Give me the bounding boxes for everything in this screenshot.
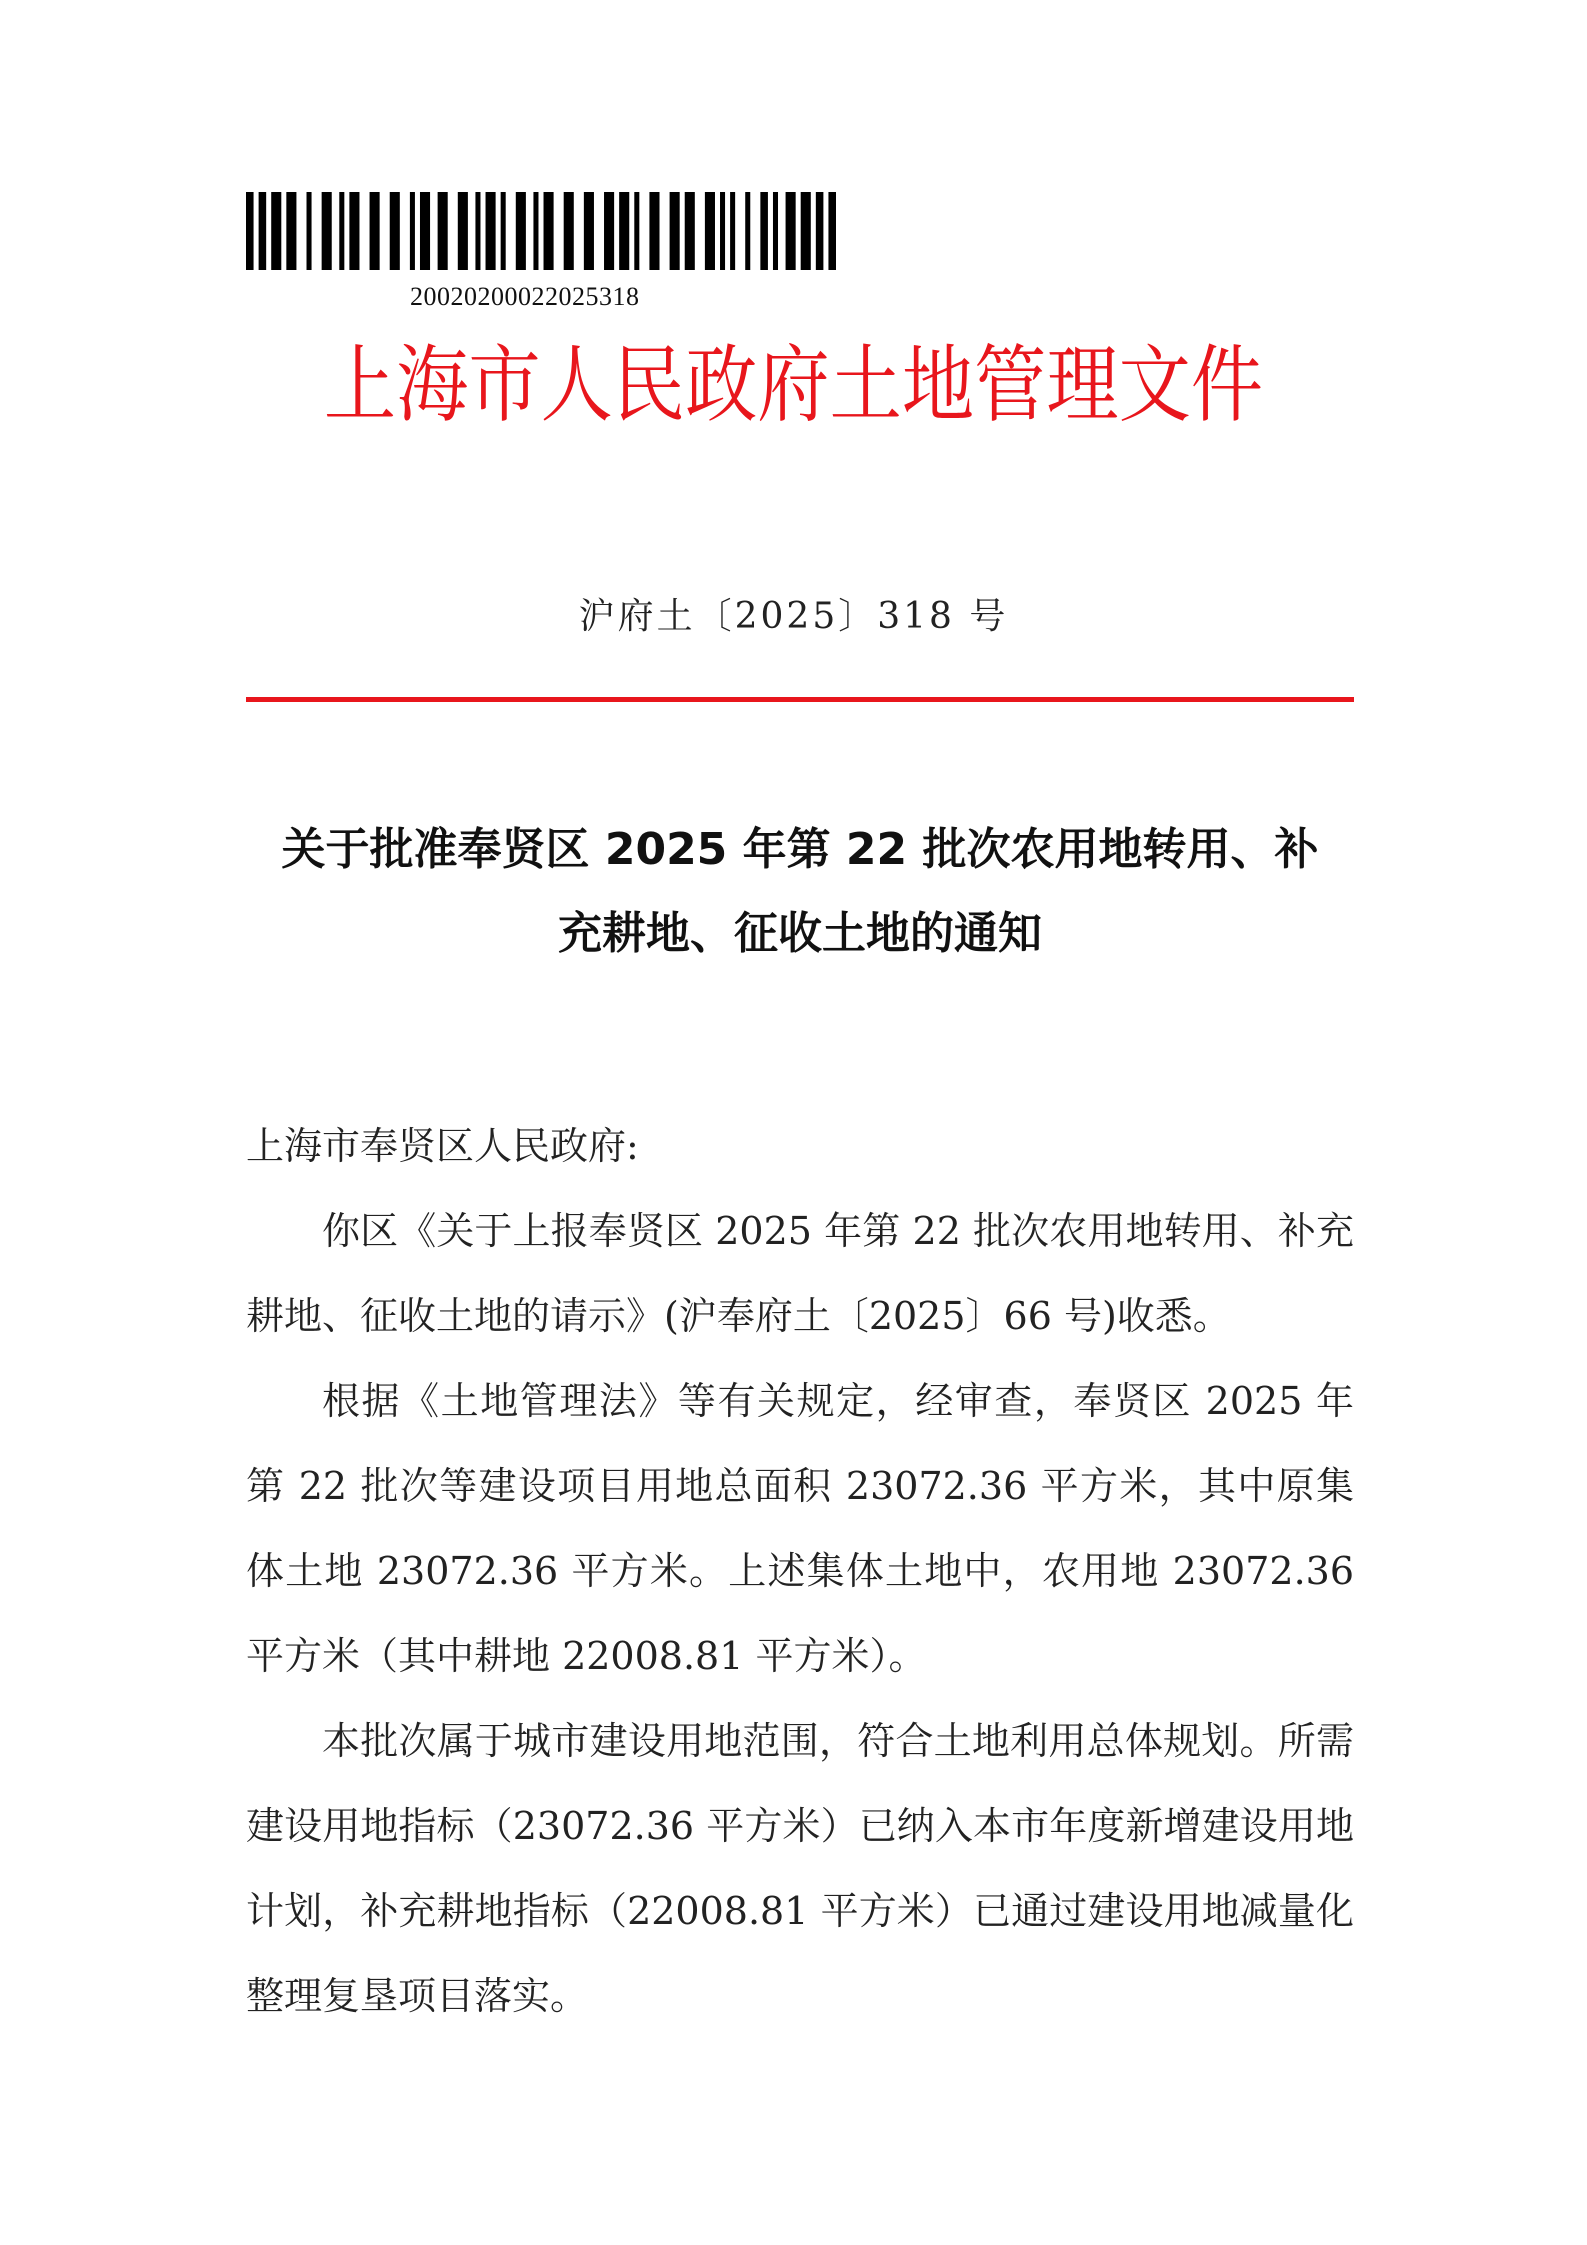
body-paragraph: 本批次属于城市建设用地范围，符合土地利用总体规划。所需建设用地指标（23072.36 平方米）已纳入本市年度新增建设用地计划，补充耕地指标（22008.81 平方米）已通过建设用地减量化整理复垦项目落实。 [246,1719,1354,2018]
title-line-1: 关于批准奉贤区 2025 年第 22 批次农用地转用、补 [281,824,1319,875]
barcode-number: 20020200022025318 [410,282,640,311]
body-paragraph: 根据《土地管理法》等有关规定，经审查，奉贤区 2025 年第 22 批次等建设项目用地总面积 23072.36 平方米，其中原集体土地 23072.36 平方米。上述集体土地中，农用地 23072.36 平方米（其中耕地 22008.81 平方米）。 [246,1379,1354,1678]
salutation: 上海市奉贤区人民政府: [246,1124,639,1168]
title-line-2: 充耕地、征收土地的通知 [558,908,1042,959]
document-number: 沪府土〔2025〕318 号 [578,596,1009,637]
barcode [246,192,836,270]
masthead-title: 上海市人民政府土地管理文件 [323,336,1264,434]
document-title [246,808,1354,976]
document-body [246,1104,1354,2039]
red-divider-line [246,697,1354,702]
body-paragraph: 你区《关于上报奉贤区 2025 年第 22 批次农用地转用、补充耕地、征收土地的请示》(沪奉府土〔2025〕66 号)收悉。 [246,1209,1354,1338]
